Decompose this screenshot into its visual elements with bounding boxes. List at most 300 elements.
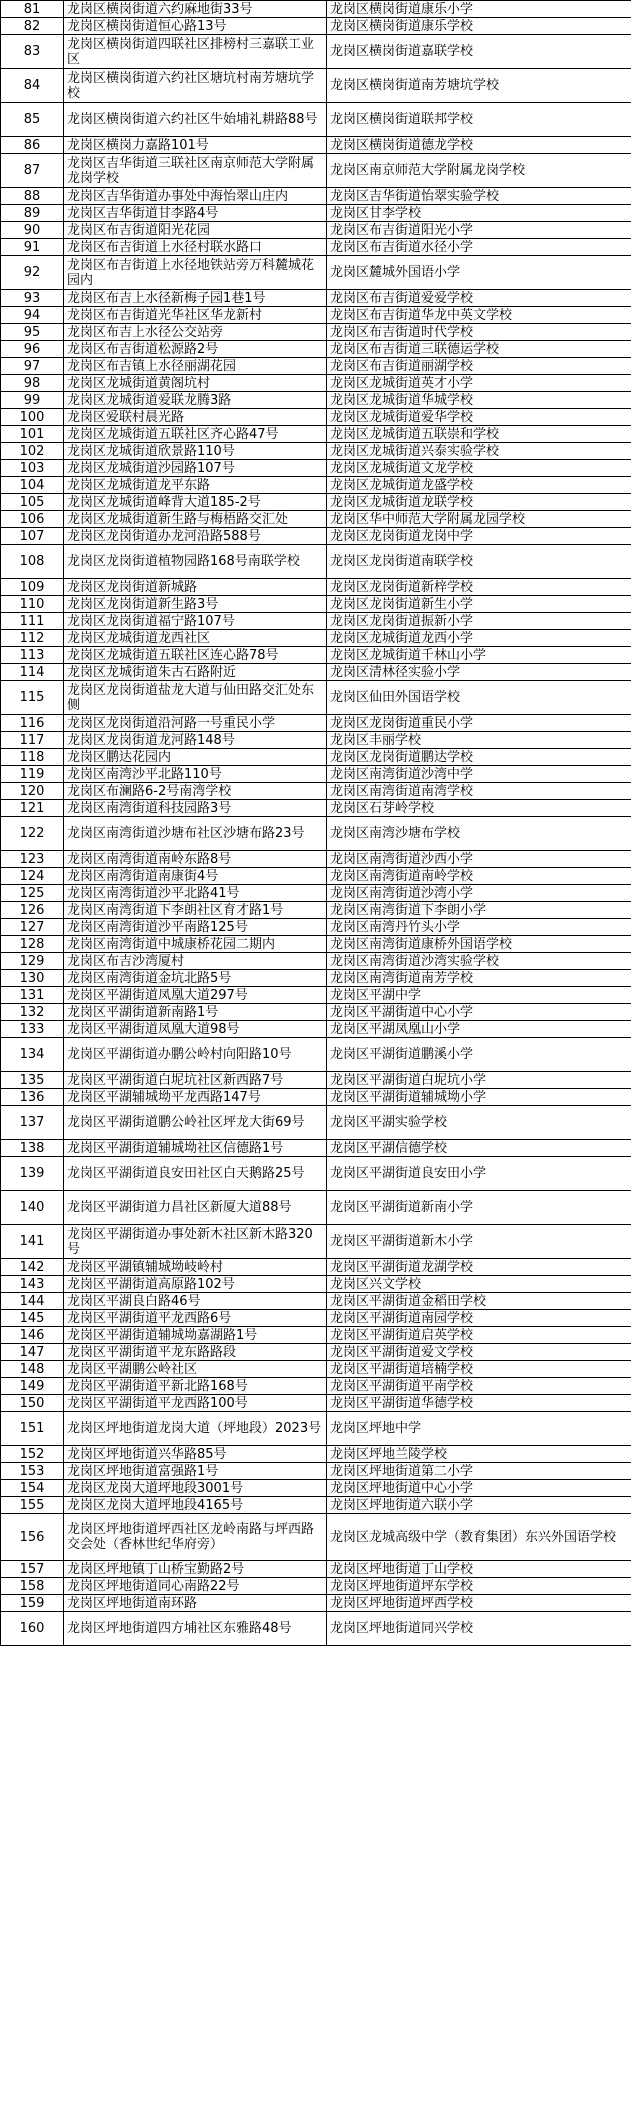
school-name-cell: 龙岗区南湾街道沙湾实验学校 — [327, 953, 631, 970]
row-number-cell: 103 — [1, 460, 64, 477]
address-cell: 龙岗区吉华街道三联社区南京师范大学附属龙岗学校 — [64, 154, 327, 188]
school-name-cell: 龙岗区龙城街道五联崇和学校 — [327, 426, 631, 443]
table-row — [1, 681, 631, 715]
row-number-cell: 98 — [1, 375, 64, 392]
address-cell: 龙岗区南湾街道沙塘布社区沙塘布路23号 — [64, 817, 327, 851]
school-name-cell: 龙岗区布吉街道华龙中英文学校 — [327, 307, 631, 324]
row-number-cell: 115 — [1, 681, 64, 715]
school-name-cell: 龙岗区横岗街道联邦学校 — [327, 103, 631, 137]
school-name-cell: 龙岗区华中师范大学附属龙园学校 — [327, 511, 631, 528]
row-number-cell: 111 — [1, 613, 64, 630]
address-cell: 龙岗区布吉沙湾厦村 — [64, 953, 327, 970]
table-row — [1, 545, 631, 579]
row-number-cell: 110 — [1, 596, 64, 613]
row-number-cell: 128 — [1, 936, 64, 953]
address-cell: 龙岗区龙岗街道植物园路168号南联学校 — [64, 545, 327, 579]
table-row — [1, 579, 631, 596]
row-number-cell: 156 — [1, 1514, 64, 1561]
table-row — [1, 1463, 631, 1480]
school-name-cell: 龙岗区南京师范大学附属龙岗学校 — [327, 154, 631, 188]
row-number-cell: 158 — [1, 1578, 64, 1595]
address-cell: 龙岗区平湖鹏公岭社区 — [64, 1361, 327, 1378]
address-cell: 龙岗区龙城街道峰背大道185-2号 — [64, 494, 327, 511]
address-cell: 龙岗区龙岗街道龙河路148号 — [64, 732, 327, 749]
school-name-cell: 龙岗区麓城外国语小学 — [327, 256, 631, 290]
row-number-cell: 105 — [1, 494, 64, 511]
table-row — [1, 188, 631, 205]
table-row — [1, 341, 631, 358]
table-row — [1, 715, 631, 732]
school-name-cell: 龙岗区布吉街道三联德运学校 — [327, 341, 631, 358]
row-number-cell: 117 — [1, 732, 64, 749]
table-row — [1, 1021, 631, 1038]
school-name-cell: 龙岗区横岗街道南芳塘坑学校 — [327, 69, 631, 103]
address-cell: 龙岗区平湖街道凤凰大道297号 — [64, 987, 327, 1004]
school-name-cell: 龙岗区兴文学校 — [327, 1276, 631, 1293]
address-cell: 龙岗区南湾街道沙平南路125号 — [64, 919, 327, 936]
table-row — [1, 851, 631, 868]
school-name-cell: 龙岗区平湖街道华德学校 — [327, 1395, 631, 1412]
table-row — [1, 409, 631, 426]
table-row — [1, 936, 631, 953]
row-number-cell: 150 — [1, 1395, 64, 1412]
school-name-cell: 龙岗区布吉街道时代学校 — [327, 324, 631, 341]
address-cell: 龙岗区平湖街道白坭坑社区新西路7号 — [64, 1072, 327, 1089]
school-name-cell: 龙岗区平湖街道鹏溪小学 — [327, 1038, 631, 1072]
school-name-cell: 龙岗区龙岗街道鹏达学校 — [327, 749, 631, 766]
school-name-cell: 龙岗区坪地街道中心小学 — [327, 1480, 631, 1497]
address-cell: 龙岗区坪地街道坪西社区龙岭南路与坪西路交会处（香林世纪华府旁） — [64, 1514, 327, 1561]
table-row — [1, 324, 631, 341]
address-cell: 龙岗区龙城街道龙西社区 — [64, 630, 327, 647]
school-name-cell: 龙岗区平湖街道南园学校 — [327, 1310, 631, 1327]
table-row — [1, 137, 631, 154]
school-name-cell: 龙岗区平湖街道新木小学 — [327, 1225, 631, 1259]
row-number-cell: 92 — [1, 256, 64, 290]
school-name-cell: 龙岗区南湾街道南湾学校 — [327, 783, 631, 800]
school-name-cell: 龙岗区坪地兰陵学校 — [327, 1446, 631, 1463]
table-row — [1, 970, 631, 987]
table-row — [1, 1595, 631, 1612]
address-cell: 龙岗区吉华街道甘李路4号 — [64, 205, 327, 222]
school-name-cell: 龙岗区南湾街道康桥外国语学校 — [327, 936, 631, 953]
address-cell: 龙岗区横岗街道四联社区排榜村三嘉联工业区 — [64, 35, 327, 69]
table-row — [1, 1395, 631, 1412]
table-row — [1, 1514, 631, 1561]
school-name-cell: 龙岗区横岗街道德龙学校 — [327, 137, 631, 154]
row-number-cell: 96 — [1, 341, 64, 358]
address-cell: 龙岗区龙城街道龙平东路 — [64, 477, 327, 494]
row-number-cell: 130 — [1, 970, 64, 987]
address-cell: 龙岗区布吉街道阳光花园 — [64, 222, 327, 239]
row-number-cell: 83 — [1, 35, 64, 69]
row-number-cell: 153 — [1, 1463, 64, 1480]
row-number-cell: 147 — [1, 1344, 64, 1361]
row-number-cell: 91 — [1, 239, 64, 256]
row-number-cell: 102 — [1, 443, 64, 460]
address-cell: 龙岗区龙城街道爱联龙腾3路 — [64, 392, 327, 409]
table-row — [1, 35, 631, 69]
table-row — [1, 1004, 631, 1021]
school-name-cell: 龙岗区南湾街道南岭学校 — [327, 868, 631, 885]
row-number-cell: 157 — [1, 1561, 64, 1578]
table-row — [1, 1612, 631, 1646]
table-row — [1, 426, 631, 443]
address-cell: 龙岗区平湖辅城坳平龙西路147号 — [64, 1089, 327, 1106]
school-name-cell: 龙岗区布吉街道阳光小学 — [327, 222, 631, 239]
row-number-cell: 104 — [1, 477, 64, 494]
school-name-cell: 龙岗区龙岗街道龙岗中学 — [327, 528, 631, 545]
row-number-cell: 133 — [1, 1021, 64, 1038]
table-row — [1, 919, 631, 936]
school-name-cell: 龙岗区平湖街道龙湖学校 — [327, 1259, 631, 1276]
address-cell: 龙岗区南湾沙平北路110号 — [64, 766, 327, 783]
address-cell: 龙岗区龙城街道朱古石路附近 — [64, 664, 327, 681]
table-row — [1, 392, 631, 409]
address-cell: 龙岗区平湖街道辅城坳社区信德路1号 — [64, 1140, 327, 1157]
table-row — [1, 902, 631, 919]
row-number-cell: 90 — [1, 222, 64, 239]
address-cell: 龙岗区龙城街道黄阁坑村 — [64, 375, 327, 392]
row-number-cell: 148 — [1, 1361, 64, 1378]
school-name-cell: 龙岗区坪地街道坪西学校 — [327, 1595, 631, 1612]
school-name-cell: 龙岗区布吉街道丽湖学校 — [327, 358, 631, 375]
school-name-cell: 龙岗区平湖信德学校 — [327, 1140, 631, 1157]
address-cell: 龙岗区布澜路6-2号南湾学校 — [64, 783, 327, 800]
address-cell: 龙岗区布吉街道光华社区华龙新村 — [64, 307, 327, 324]
table-body — [1, 1, 631, 1646]
school-name-cell: 龙岗区平湖街道启英学校 — [327, 1327, 631, 1344]
row-number-cell: 122 — [1, 817, 64, 851]
table-row — [1, 1361, 631, 1378]
address-cell: 龙岗区布吉街道上水径村联水路口 — [64, 239, 327, 256]
school-name-cell: 龙岗区龙城街道龙盛学校 — [327, 477, 631, 494]
address-cell: 龙岗区南湾街道沙平北路41号 — [64, 885, 327, 902]
address-cell: 龙岗区龙岗大道坪地段3001号 — [64, 1480, 327, 1497]
table-row — [1, 307, 631, 324]
address-cell: 龙岗区布吉街道上水径地铁站旁万科麓城花园内 — [64, 256, 327, 290]
row-number-cell: 149 — [1, 1378, 64, 1395]
table-row — [1, 222, 631, 239]
table-row — [1, 1106, 631, 1140]
school-name-cell: 龙岗区平湖街道辅城坳小学 — [327, 1089, 631, 1106]
table-row — [1, 69, 631, 103]
school-name-cell: 龙岗区坪地街道同兴学校 — [327, 1612, 631, 1646]
address-cell: 龙岗区坪地街道四方埔社区东雅路48号 — [64, 1612, 327, 1646]
table-row — [1, 1480, 631, 1497]
address-cell: 龙岗区平湖街道办鹏公岭村向阳路10号 — [64, 1038, 327, 1072]
row-number-cell: 134 — [1, 1038, 64, 1072]
school-name-cell: 龙岗区吉华街道怡翠实验学校 — [327, 188, 631, 205]
school-name-cell: 龙岗区平湖街道中心小学 — [327, 1004, 631, 1021]
table-row — [1, 443, 631, 460]
row-number-cell: 123 — [1, 851, 64, 868]
row-number-cell: 101 — [1, 426, 64, 443]
address-cell: 龙岗区鹏达花园内 — [64, 749, 327, 766]
table-row — [1, 613, 631, 630]
row-number-cell: 127 — [1, 919, 64, 936]
table-row — [1, 800, 631, 817]
school-name-cell: 龙岗区平湖街道金稻田学校 — [327, 1293, 631, 1310]
row-number-cell: 94 — [1, 307, 64, 324]
address-cell: 龙岗区平湖街道高原路102号 — [64, 1276, 327, 1293]
row-number-cell: 88 — [1, 188, 64, 205]
school-name-cell: 龙岗区南湾街道下李朗小学 — [327, 902, 631, 919]
row-number-cell: 141 — [1, 1225, 64, 1259]
row-number-cell: 138 — [1, 1140, 64, 1157]
school-name-cell: 龙岗区丰丽学校 — [327, 732, 631, 749]
table-row — [1, 1259, 631, 1276]
address-cell: 龙岗区平湖街道力昌社区新厦大道88号 — [64, 1191, 327, 1225]
school-name-cell: 龙岗区平湖凤凰山小学 — [327, 1021, 631, 1038]
address-cell: 龙岗区坪地街道兴华路85号 — [64, 1446, 327, 1463]
row-number-cell: 97 — [1, 358, 64, 375]
address-cell: 龙岗区平湖街道平龙西路100号 — [64, 1395, 327, 1412]
row-number-cell: 108 — [1, 545, 64, 579]
school-name-cell: 龙岗区龙岗街道重民小学 — [327, 715, 631, 732]
row-number-cell: 95 — [1, 324, 64, 341]
school-name-cell: 龙岗区横岗街道康乐学校 — [327, 18, 631, 35]
row-number-cell: 99 — [1, 392, 64, 409]
table-row — [1, 477, 631, 494]
address-cell: 龙岗区平湖街道辅城坳嘉湖路1号 — [64, 1327, 327, 1344]
row-number-cell: 146 — [1, 1327, 64, 1344]
row-number-cell: 140 — [1, 1191, 64, 1225]
row-number-cell: 155 — [1, 1497, 64, 1514]
table-row — [1, 783, 631, 800]
address-cell: 龙岗区布吉上水径公交站旁 — [64, 324, 327, 341]
row-number-cell: 116 — [1, 715, 64, 732]
row-number-cell: 121 — [1, 800, 64, 817]
school-name-cell: 龙岗区横岗街道康乐小学 — [327, 1, 631, 18]
address-cell: 龙岗区横岗街道恒心路13号 — [64, 18, 327, 35]
row-number-cell: 137 — [1, 1106, 64, 1140]
row-number-cell: 89 — [1, 205, 64, 222]
address-cell: 龙岗区龙岗街道福宁路107号 — [64, 613, 327, 630]
address-cell: 龙岗区横岗街道六约社区牛始埔礼耕路88号 — [64, 103, 327, 137]
address-cell: 龙岗区平湖街道平龙西路6号 — [64, 1310, 327, 1327]
address-cell: 龙岗区平湖街道办事处新木社区新木路320号 — [64, 1225, 327, 1259]
school-name-cell: 龙岗区坪地中学 — [327, 1412, 631, 1446]
row-number-cell: 106 — [1, 511, 64, 528]
table-row — [1, 1446, 631, 1463]
address-cell: 龙岗区南湾街道南康街4号 — [64, 868, 327, 885]
row-number-cell: 119 — [1, 766, 64, 783]
school-name-cell: 龙岗区龙岗街道振新小学 — [327, 613, 631, 630]
address-cell: 龙岗区坪地街道同心南路22号 — [64, 1578, 327, 1595]
table-row — [1, 290, 631, 307]
table-row — [1, 1157, 631, 1191]
table-row — [1, 987, 631, 1004]
row-number-cell: 81 — [1, 1, 64, 18]
address-cell: 龙岗区龙岗街道沿河路一号重民小学 — [64, 715, 327, 732]
address-cell: 龙岗区布吉镇上水径丽湖花园 — [64, 358, 327, 375]
table-row — [1, 1310, 631, 1327]
table-row — [1, 1327, 631, 1344]
table-row — [1, 1038, 631, 1072]
school-name-cell: 龙岗区坪地街道六联小学 — [327, 1497, 631, 1514]
table-row — [1, 749, 631, 766]
address-cell: 龙岗区南湾街道科技园路3号 — [64, 800, 327, 817]
table-row — [1, 817, 631, 851]
school-name-cell: 龙岗区平湖街道爱文学校 — [327, 1344, 631, 1361]
row-number-cell: 113 — [1, 647, 64, 664]
school-name-cell: 龙岗区南湾街道沙湾中学 — [327, 766, 631, 783]
school-name-cell: 龙岗区龙城街道英才小学 — [327, 375, 631, 392]
school-name-cell: 龙岗区南湾街道沙西小学 — [327, 851, 631, 868]
address-cell: 龙岗区布吉上水径新梅子园1巷1号 — [64, 290, 327, 307]
table-row — [1, 732, 631, 749]
row-number-cell: 120 — [1, 783, 64, 800]
school-name-cell: 龙岗区龙城街道文龙学校 — [327, 460, 631, 477]
row-number-cell: 86 — [1, 137, 64, 154]
address-cell: 龙岗区龙岗街道新城路 — [64, 579, 327, 596]
row-number-cell: 136 — [1, 1089, 64, 1106]
table-row — [1, 1089, 631, 1106]
address-cell: 龙岗区龙岗街道盐龙大道与仙田路交汇处东侧 — [64, 681, 327, 715]
row-number-cell: 107 — [1, 528, 64, 545]
table-row — [1, 256, 631, 290]
address-cell: 龙岗区南湾街道中城康桥花园二期内 — [64, 936, 327, 953]
row-number-cell: 82 — [1, 18, 64, 35]
school-name-cell: 龙岗区仙田外国语学校 — [327, 681, 631, 715]
row-number-cell: 85 — [1, 103, 64, 137]
table-row — [1, 885, 631, 902]
row-number-cell: 132 — [1, 1004, 64, 1021]
school-name-cell: 龙岗区龙城高级中学（教育集团）东兴外国语学校 — [327, 1514, 631, 1561]
table-row — [1, 766, 631, 783]
address-cell: 龙岗区龙城街道新生路与梅梧路交汇处 — [64, 511, 327, 528]
table-row — [1, 494, 631, 511]
school-name-cell: 龙岗区坪地街道第二小学 — [327, 1463, 631, 1480]
address-cell: 龙岗区龙城街道沙园路107号 — [64, 460, 327, 477]
school-name-cell: 龙岗区清林径实验小学 — [327, 664, 631, 681]
table-row — [1, 375, 631, 392]
table-row — [1, 664, 631, 681]
table-row — [1, 154, 631, 188]
school-name-cell: 龙岗区平湖街道白坭坑小学 — [327, 1072, 631, 1089]
school-name-cell: 龙岗区龙岗街道新梓学校 — [327, 579, 631, 596]
row-number-cell: 125 — [1, 885, 64, 902]
address-cell: 龙岗区坪地街道富强路1号 — [64, 1463, 327, 1480]
row-number-cell: 100 — [1, 409, 64, 426]
row-number-cell: 142 — [1, 1259, 64, 1276]
address-cell: 龙岗区平湖街道平龙东路路段 — [64, 1344, 327, 1361]
row-number-cell: 152 — [1, 1446, 64, 1463]
school-name-cell: 龙岗区平湖中学 — [327, 987, 631, 1004]
address-cell: 龙岗区坪地街道龙岗大道（坪地段）2023号 — [64, 1412, 327, 1446]
table-row — [1, 1378, 631, 1395]
table-row — [1, 1191, 631, 1225]
address-cell: 龙岗区布吉街道松源路2号 — [64, 341, 327, 358]
address-cell: 龙岗区平湖街道鹏公岭社区坪龙大街69号 — [64, 1106, 327, 1140]
row-number-cell: 131 — [1, 987, 64, 1004]
table-row — [1, 460, 631, 477]
table-row — [1, 103, 631, 137]
row-number-cell: 126 — [1, 902, 64, 919]
address-cell: 龙岗区平湖街道新南路1号 — [64, 1004, 327, 1021]
school-name-cell: 龙岗区布吉街道水径小学 — [327, 239, 631, 256]
address-cell: 龙岗区平湖镇辅城坳岐岭村 — [64, 1259, 327, 1276]
table-row — [1, 1497, 631, 1514]
school-name-cell: 龙岗区龙城街道千林山小学 — [327, 647, 631, 664]
table-row — [1, 1561, 631, 1578]
school-name-cell: 龙岗区平湖街道良安田小学 — [327, 1157, 631, 1191]
table-row — [1, 205, 631, 222]
school-name-cell: 龙岗区坪地街道坪东学校 — [327, 1578, 631, 1595]
address-cell: 龙岗区平湖街道平新北路168号 — [64, 1378, 327, 1395]
table-row — [1, 18, 631, 35]
address-cell: 龙岗区龙岗街道办龙河沿路588号 — [64, 528, 327, 545]
row-number-cell: 135 — [1, 1072, 64, 1089]
row-number-cell: 112 — [1, 630, 64, 647]
row-number-cell: 159 — [1, 1595, 64, 1612]
school-name-cell: 龙岗区平湖实验学校 — [327, 1106, 631, 1140]
school-name-cell: 龙岗区龙城街道龙联学校 — [327, 494, 631, 511]
school-name-cell: 龙岗区平湖街道新南小学 — [327, 1191, 631, 1225]
school-name-cell: 龙岗区南湾丹竹头小学 — [327, 919, 631, 936]
table-row — [1, 1344, 631, 1361]
school-name-cell: 龙岗区龙城街道华城学校 — [327, 392, 631, 409]
address-cell: 龙岗区南湾街道南岭东路8号 — [64, 851, 327, 868]
address-cell: 龙岗区龙城街道欣景路110号 — [64, 443, 327, 460]
row-number-cell: 151 — [1, 1412, 64, 1446]
row-number-cell: 87 — [1, 154, 64, 188]
address-cell: 龙岗区平湖街道凤凰大道98号 — [64, 1021, 327, 1038]
row-number-cell: 139 — [1, 1157, 64, 1191]
school-name-cell: 龙岗区布吉街道爱爱学校 — [327, 290, 631, 307]
school-name-cell: 龙岗区坪地街道丁山学校 — [327, 1561, 631, 1578]
table-row — [1, 1412, 631, 1446]
table-row — [1, 1, 631, 18]
school-name-cell: 龙岗区龙城街道爱华学校 — [327, 409, 631, 426]
table-row — [1, 1140, 631, 1157]
row-number-cell: 129 — [1, 953, 64, 970]
address-cell: 龙岗区龙岗街道新生路3号 — [64, 596, 327, 613]
row-number-cell: 124 — [1, 868, 64, 885]
row-number-cell: 93 — [1, 290, 64, 307]
school-name-cell: 龙岗区龙岗街道新生小学 — [327, 596, 631, 613]
table-row — [1, 358, 631, 375]
address-cell: 龙岗区吉华街道办事处中海怡翠山庄内 — [64, 188, 327, 205]
address-cell: 龙岗区平湖良白路46号 — [64, 1293, 327, 1310]
table-row — [1, 1293, 631, 1310]
row-number-cell: 114 — [1, 664, 64, 681]
school-name-cell: 龙岗区平湖街道平南学校 — [327, 1378, 631, 1395]
school-name-cell: 龙岗区龙岗街道南联学校 — [327, 545, 631, 579]
address-cell: 龙岗区龙岗大道坪地段4165号 — [64, 1497, 327, 1514]
table-row — [1, 1276, 631, 1293]
address-cell: 龙岗区坪地街道南环路 — [64, 1595, 327, 1612]
table-row — [1, 528, 631, 545]
school-name-cell: 龙岗区龙城街道龙西小学 — [327, 630, 631, 647]
address-cell: 龙岗区平湖街道良安田社区白天鹅路25号 — [64, 1157, 327, 1191]
table-row — [1, 1225, 631, 1259]
row-number-cell: 143 — [1, 1276, 64, 1293]
table-row — [1, 511, 631, 528]
school-name-cell: 龙岗区甘李学校 — [327, 205, 631, 222]
school-name-cell: 龙岗区南湾街道南芳学校 — [327, 970, 631, 987]
address-cell: 龙岗区龙城街道五联社区齐心路47号 — [64, 426, 327, 443]
table-row — [1, 647, 631, 664]
address-cell: 龙岗区龙城街道五联社区连心路78号 — [64, 647, 327, 664]
table-row — [1, 953, 631, 970]
school-name-cell: 龙岗区石芽岭学校 — [327, 800, 631, 817]
row-number-cell: 144 — [1, 1293, 64, 1310]
address-cell: 龙岗区南湾街道下李朗社区育才路1号 — [64, 902, 327, 919]
school-name-cell: 龙岗区平湖街道培楠学校 — [327, 1361, 631, 1378]
row-number-cell: 109 — [1, 579, 64, 596]
